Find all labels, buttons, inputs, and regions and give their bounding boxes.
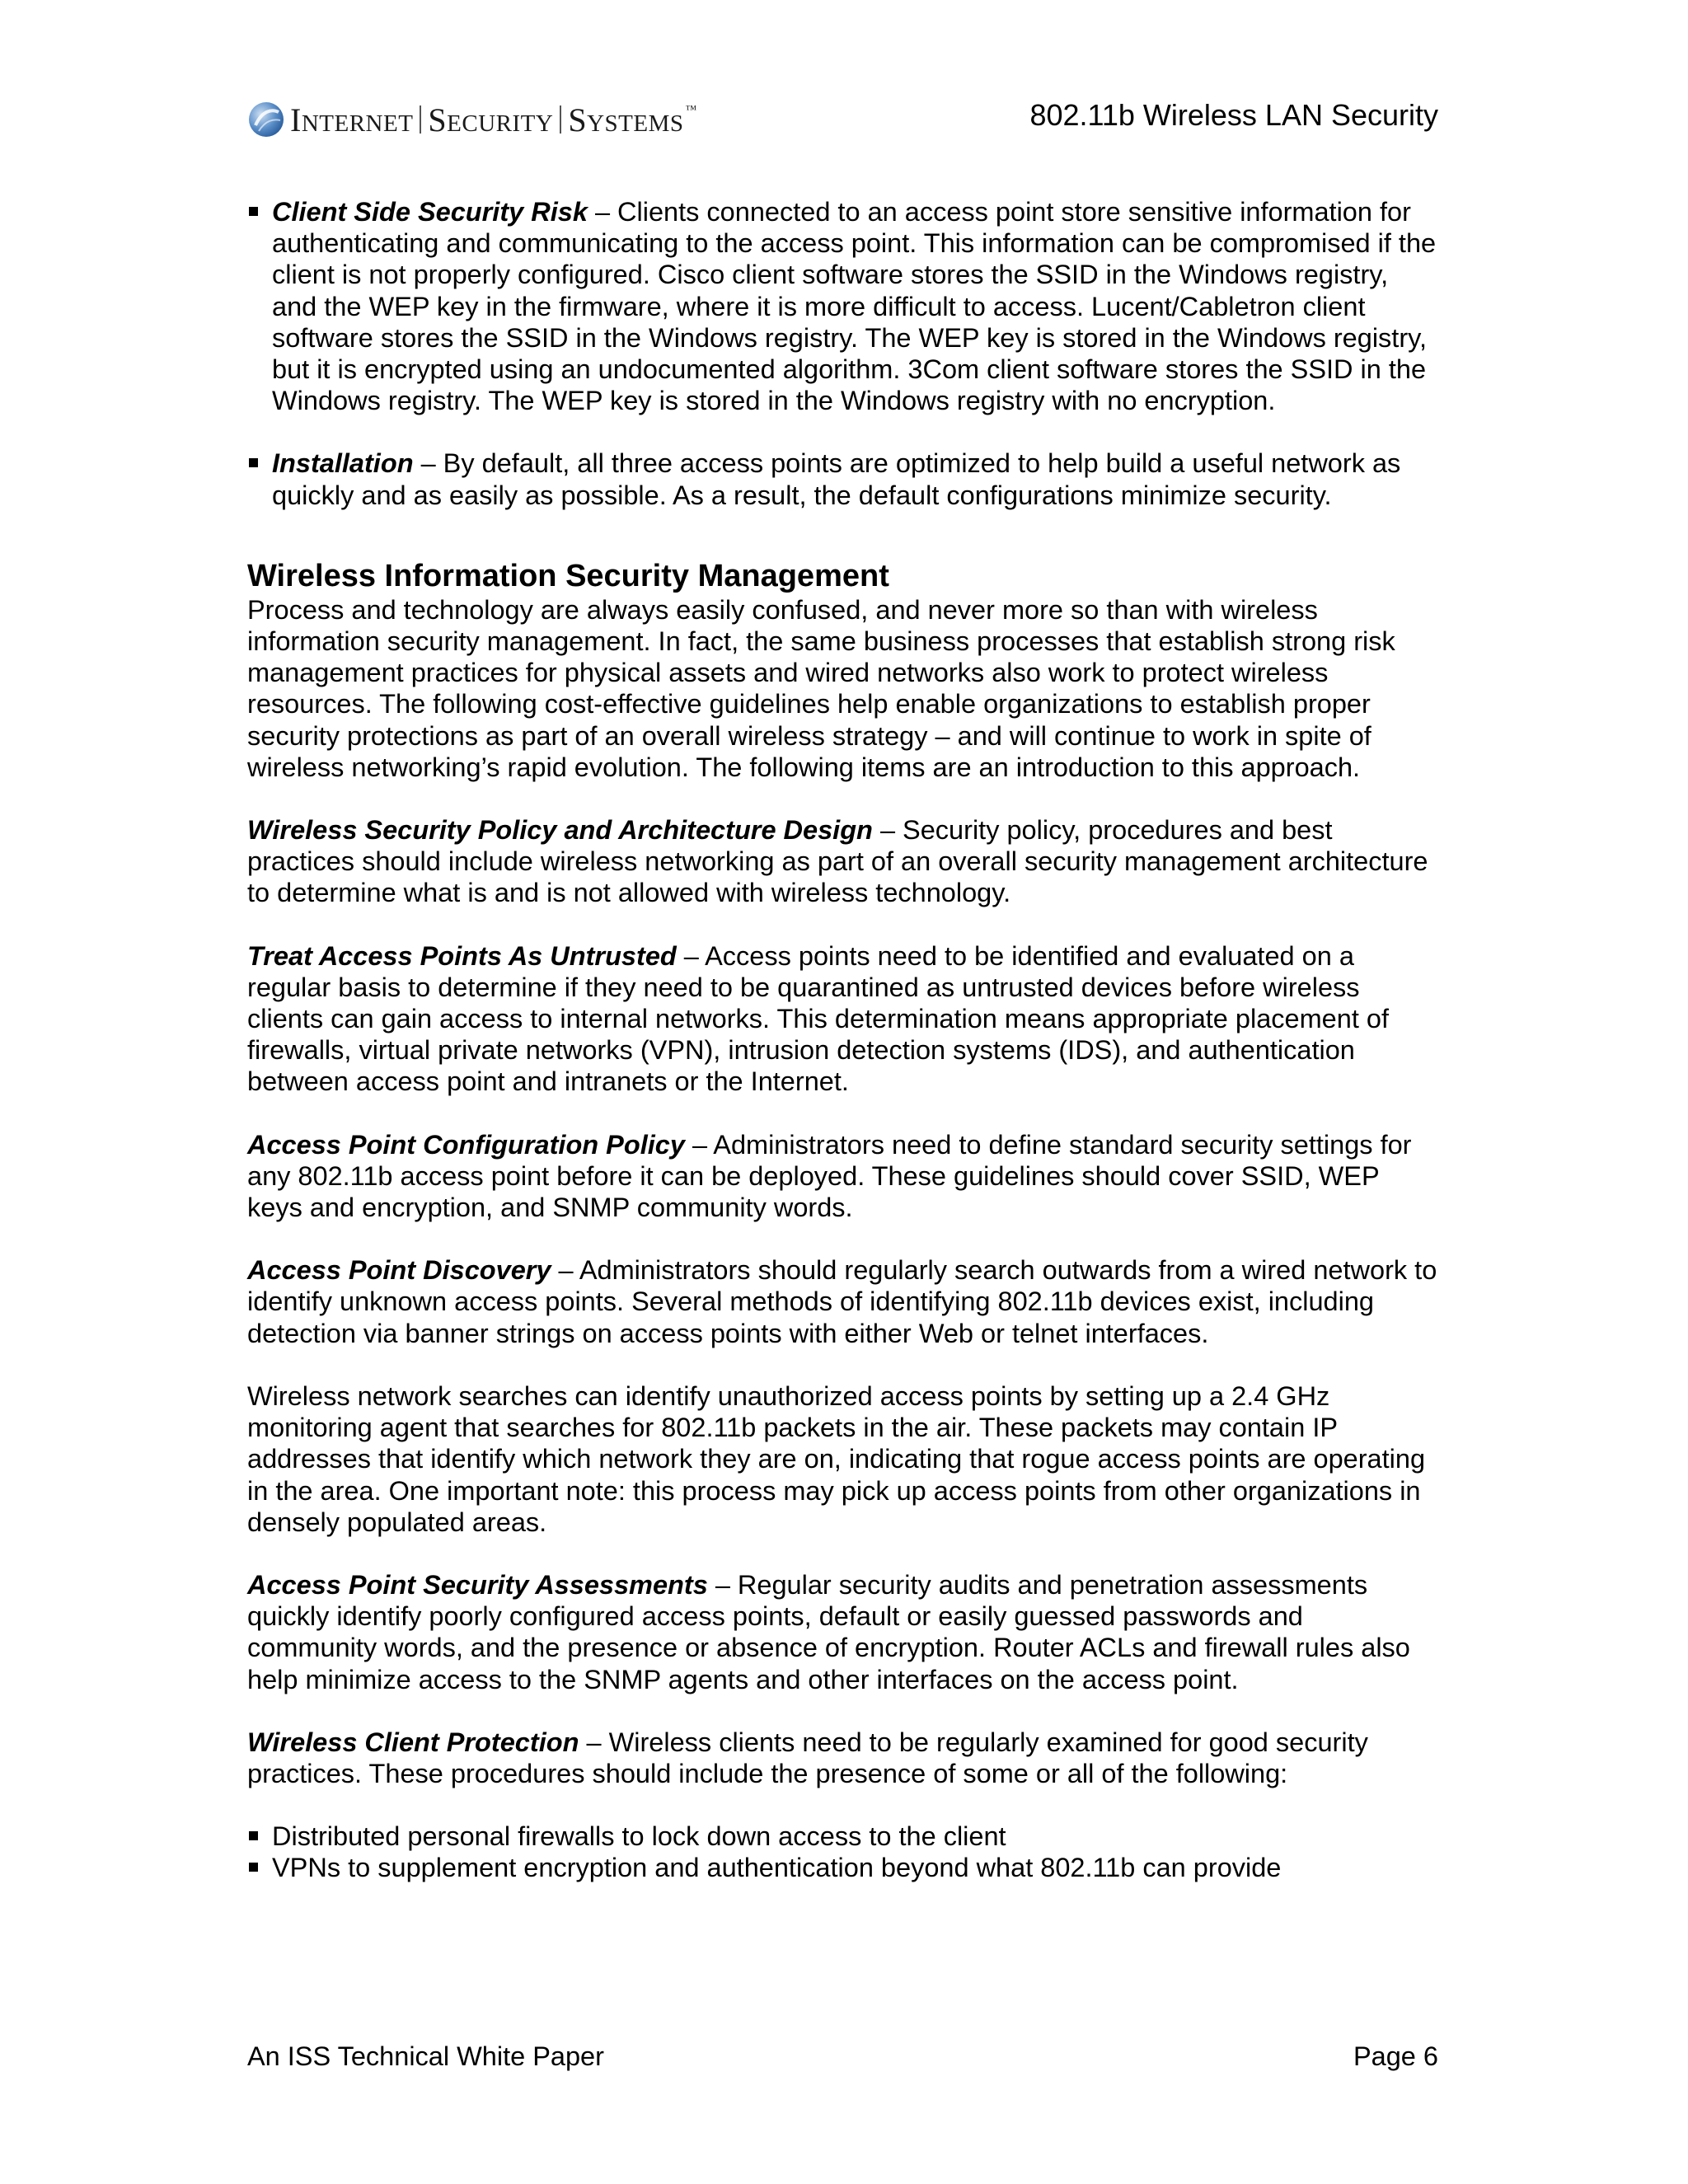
- spacer: [247, 416, 1438, 448]
- guideline-paragraph: [247, 940, 1438, 1098]
- logo-word-internet: [290, 101, 413, 139]
- guideline-text: – Administrators should regularly search outwards from a wired network to identify unknown access points. Several methods of identifying 802.11b devices exist, including detection via banner strings on access points with either Web or telnet interfaces.: [247, 1255, 1437, 1348]
- logo-cap: S: [428, 101, 448, 138]
- guideline-term: Wireless Security Policy and Architecture Design: [247, 815, 873, 846]
- bullet-square-icon: [249, 207, 258, 216]
- list-item-text: Distributed personal firewalls to lock down access to the client: [272, 1821, 1006, 1852]
- logo-divider: [560, 105, 561, 134]
- logo-rest: NTERNET: [301, 110, 414, 137]
- guideline-paragraph: [247, 1129, 1438, 1224]
- client-protection-list: [247, 1821, 1438, 1883]
- list-item: [247, 1852, 1438, 1883]
- bullet-term: Installation: [272, 448, 414, 479]
- logo-divider: [420, 105, 421, 134]
- guideline-paragraph: [247, 1254, 1438, 1349]
- guideline-text: – Wireless clients need to be regularly examined for good security practices. These procedures should include the presence of some or all of the following:: [247, 1727, 1368, 1788]
- bullet-text: – By default, all three access points are optimized to help build a useful network as quickly and as easily as possible. As a result, the default configurations minimize security.: [272, 448, 1401, 510]
- bullet-item: [247, 448, 1438, 510]
- logo-rest: ECURITY: [447, 110, 554, 137]
- guideline-term: Treat Access Points As Untrusted: [247, 940, 677, 971]
- page-number: Page 6: [1353, 2041, 1438, 2071]
- spacer: [247, 1789, 1438, 1821]
- logo-word-systems: [568, 101, 683, 139]
- logo-cap: I: [290, 101, 302, 138]
- page-content: [247, 196, 1438, 1884]
- guideline-term: Access Point Configuration Policy: [247, 1129, 685, 1160]
- guideline-text: – Access points need to be identified and evaluated on a regular basis to determine if they need to be quarantined as untrusted devices before wireless clients can gain access to internal networks. This determination means appropriate placement of firewalls, virtual private networks (VPN), intrusion detection systems (IDS), and authentication between access point and intranets or the Internet.: [247, 940, 1389, 1097]
- list-item-text: VPNs to supplement encryption and authentication beyond what 802.11b can provide: [272, 1853, 1282, 1883]
- page-header: [247, 95, 1438, 144]
- bullet-square-icon: [249, 458, 258, 467]
- bullet-item: [247, 196, 1438, 416]
- spacer: [247, 511, 1438, 558]
- bullet-text: – Clients connected to an access point store sensitive information for authenticating and communicating to the access point. This information can be compromised if the client is not properly configured. Cisco client software stores the SSID in the Windows registry, and the WEP key in the firmware, where it is more difficult to access. Lucent/Cabletron client software stores the SSID in the Windows registry. The WEP key is stored in the Windows registry, but it is encrypted using an undocumented algorithm. 3Com client software stores the SSID in the Windows registry. The WEP key is stored in the Windows registry with no encryption.: [272, 197, 1437, 416]
- section-intro: Process and technology are always easily confused, and never more so than with wireless information security management. In fact, the same business processes that establish strong risk management practices for physical assets and wired networks also work to protect wireless resources. The following cost-effective guidelines help enable organizations to establish proper security protections as part of an overall wireless strategy – and will continue to work in spite of wireless networking’s rapid evolution. The following items are an introduction to this approach.: [247, 594, 1395, 782]
- guideline-text: – Security policy, procedures and best practices should include wireless networking as part of an overall security management architecture to determine what is and is not allowed with wireless technology.: [247, 815, 1428, 908]
- spacer: [247, 909, 1438, 940]
- discovery-followup-paragraph: Wireless network searches can identify unauthorized access points by setting up a 2.4 GHz monitoring agent that searches for 802.11b packets in the air. These packets may contain IP addresses that identify which network they are on, indicating that rogue access points are operating in the area. One important note: this process may pick up access points from other organizations in densely populated areas.: [247, 1380, 1426, 1537]
- guideline-paragraph: [247, 1569, 1438, 1695]
- spacer: [247, 783, 1438, 814]
- bullet-term: Client Side Security Risk: [272, 197, 588, 227]
- guideline-paragraph: [247, 1727, 1438, 1789]
- spacer: [247, 1349, 1438, 1380]
- guideline-term: Wireless Client Protection: [247, 1727, 579, 1757]
- spacer: [247, 1538, 1438, 1569]
- guideline-term: Access Point Security Assessments: [247, 1569, 708, 1600]
- logo-cap: S: [568, 101, 588, 138]
- header-title: 802.11b Wireless LAN Security: [1029, 98, 1438, 132]
- spacer: [247, 1223, 1438, 1254]
- bullet-paragraph: [272, 196, 1438, 416]
- company-logo: [247, 98, 697, 141]
- logo-rest: YSTEMS: [587, 110, 684, 137]
- logo-word-security: [428, 101, 553, 139]
- list-item: [247, 1821, 1438, 1852]
- guideline-text: – Regular security audits and penetration assessments quickly identify poorly configured access points, default or easily guessed passwords and community words, and the presence or absence of encryption. Router ACLs and firewall rules also help minimize access to the SNMP agents and other interfaces on the access point.: [247, 1569, 1410, 1694]
- guideline-text: – Administrators need to define standard security settings for any 802.11b access point before it can be deployed. These guidelines should cover SSID, WEP keys and encryption, and SNMP community words.: [247, 1129, 1412, 1223]
- bullet-paragraph: [272, 448, 1438, 510]
- logo-trademark: ™: [685, 103, 697, 116]
- bullet-square-icon: [249, 1831, 258, 1840]
- bullet-square-icon: [249, 1863, 258, 1872]
- guideline-term: Access Point Discovery: [247, 1255, 551, 1286]
- footer-doc-label: An ISS Technical White Paper: [247, 2041, 604, 2071]
- section-heading: Wireless Information Security Management: [247, 558, 889, 593]
- guideline-paragraph: [247, 814, 1438, 909]
- spacer: [247, 1695, 1438, 1727]
- spacer: [247, 1098, 1438, 1129]
- logo-wordmark: [290, 101, 697, 139]
- globe-icon: [247, 101, 285, 138]
